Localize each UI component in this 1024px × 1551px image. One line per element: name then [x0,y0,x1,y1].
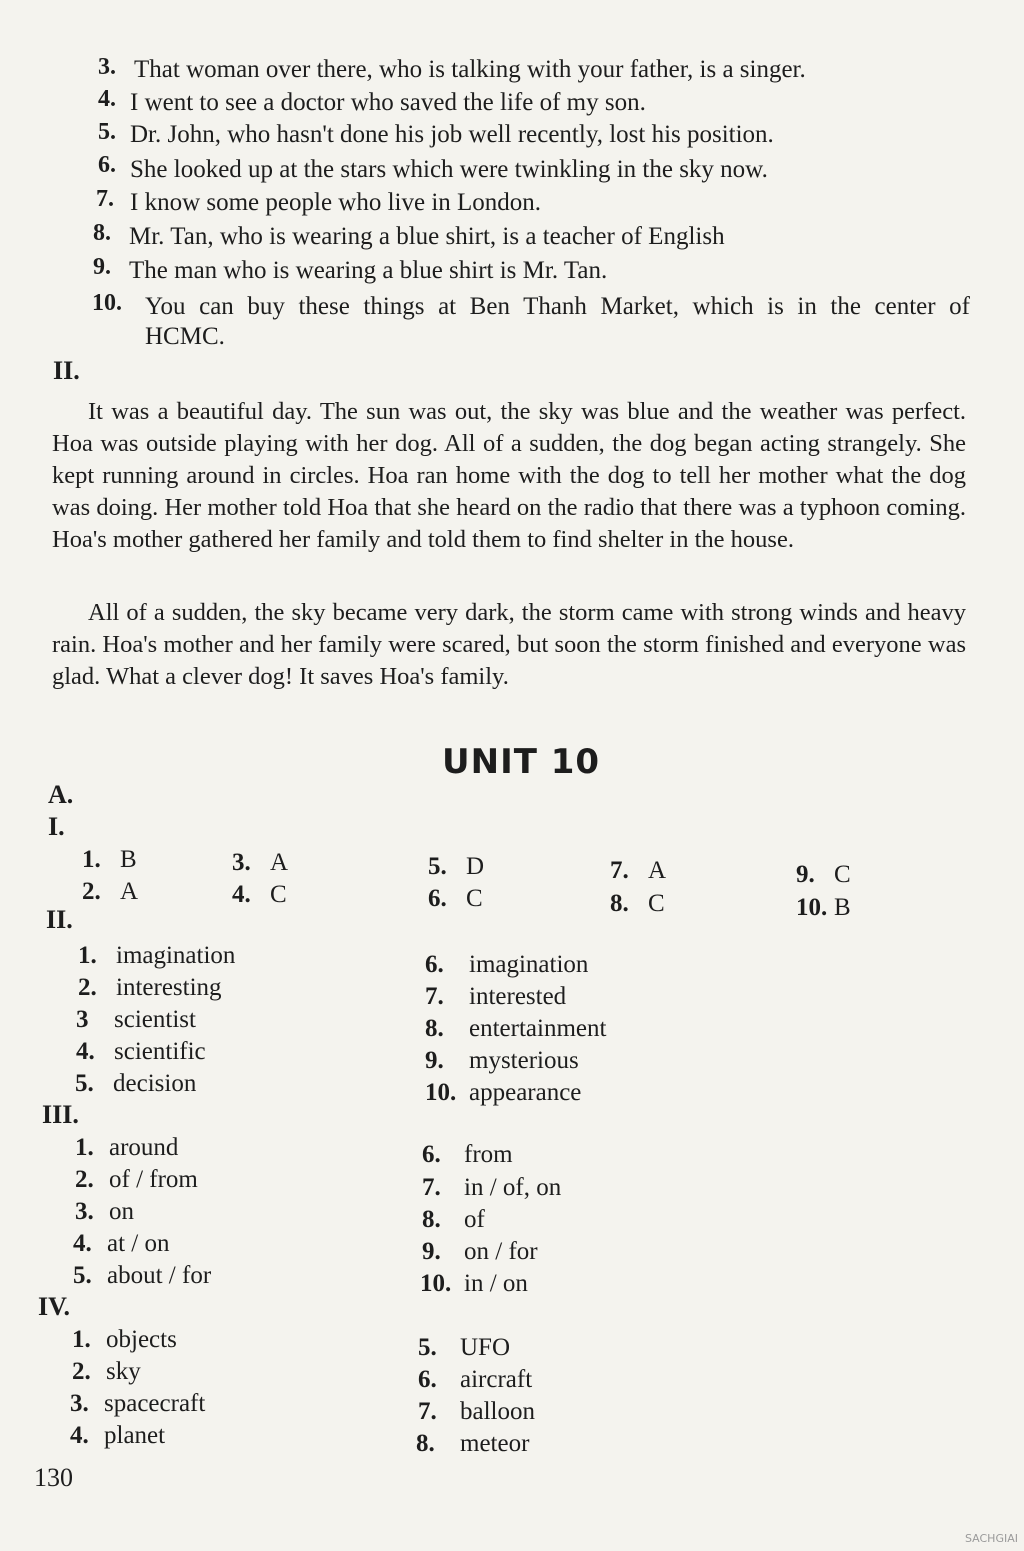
answer-value: C [466,885,483,912]
paragraph-text: It was a beautiful day. The sun was out, the sky was blue and the weather was perfect. Hoa was outside playing with her dog. All of a sudden, the dog began acting strangely. She kept running around in circles. Hoa ran home with the dog to tell her mother what the dog was doing. Her mother told Hoa that she heard on the radio that there was a typhoon coming. Hoa's mother gathered her family and told them to find shelter in the house. [52,398,966,553]
answer-value: A [648,857,667,884]
answer-number: 7. [422,1174,441,1201]
unit-title: UNIT 10 [442,742,601,782]
answer-item [428,852,484,882]
answer-value: from [464,1141,513,1168]
answer-item [75,1165,198,1195]
answer-item [70,1421,165,1451]
list-number: 9. [93,254,111,280]
answer-item [73,1229,170,1259]
answer-item [422,1205,485,1235]
watermark-text: SACHGIAI [964,1532,1018,1545]
answer-value: aircraft [460,1366,533,1393]
answer-item [796,860,851,890]
answer-value: spacecraft [104,1390,206,1417]
answer-number: 4. [70,1422,89,1449]
answer-value: B [120,846,137,873]
answer-item [75,1197,134,1227]
list-item-text: That woman over there, who is talking with your father, is a singer. [134,56,806,83]
list-number: 8. [93,220,111,246]
answer-number: 10. [796,894,828,921]
answer-item [428,884,483,914]
answer-number: 1. [82,846,101,873]
answer-item [78,973,222,1003]
answer-value: decision [113,1070,197,1097]
answer-value: B [834,894,851,921]
answer-item [422,1173,561,1203]
answer-number: 3. [232,849,251,876]
answer-value: at / on [107,1230,170,1257]
answer-number: 3 [76,1006,89,1033]
answer-value: C [834,861,851,888]
answer-number: 1. [78,942,97,969]
answer-number: 9. [796,861,815,888]
answer-value: D [466,853,485,880]
answer-item [76,1005,196,1035]
answer-number: 6. [425,951,444,978]
answer-number: 1. [75,1134,94,1161]
list-number: 10. [92,290,122,316]
answer-item [610,856,666,886]
answer-item [70,1389,205,1419]
answer-number: 7. [418,1398,437,1425]
answer-item [420,1269,528,1299]
answer-item [418,1365,532,1395]
list-item-text: Dr. John, who hasn't done his job well recently, lost his position. [130,121,774,148]
answer-number: 2. [78,974,97,1001]
answer-value: in / of, on [464,1174,562,1201]
answer-value: UFO [460,1334,511,1361]
answer-item [75,1133,178,1163]
answer-item [422,1140,513,1170]
answer-number: 2. [75,1166,94,1193]
answer-item [418,1333,510,1363]
answer-number: 2. [82,878,101,905]
answer-value: objects [106,1326,177,1353]
answer-item [76,1037,206,1067]
answer-value: A [270,849,289,876]
answer-item [425,1078,581,1108]
answer-item [82,845,137,875]
answer-number: 8. [416,1430,435,1457]
answer-number: 6. [422,1141,441,1168]
answer-value: balloon [460,1398,535,1425]
answer-item [72,1357,141,1387]
list-number: 6. [98,152,116,178]
answer-value: around [109,1134,179,1161]
answer-value: imagination [116,942,236,969]
answer-item [82,877,138,907]
answer-item [425,982,566,1012]
list-item-text: I went to see a doctor who saved the life of my son. [130,89,646,116]
answer-number: 4. [232,881,251,908]
answer-number: 5. [73,1262,92,1289]
answer-item [73,1261,211,1291]
answer-value: of / from [109,1166,198,1193]
answer-number: 4. [76,1038,95,1065]
answer-number: 6. [418,1366,437,1393]
answer-number: 4. [73,1230,92,1257]
answer-value: appearance [469,1079,582,1106]
answer-value: imagination [469,951,589,978]
answer-value: C [648,890,665,917]
answer-item [72,1325,177,1355]
answer-item [232,848,288,878]
list-number: 5. [98,119,116,145]
answer-value: A [120,878,139,905]
answer-number: 1. [72,1326,91,1353]
section-label: III. [42,1100,79,1129]
list-number: 4. [98,86,116,112]
answer-value: C [270,881,287,908]
list-item-text: You can buy these things at Ben Thanh Market, which is in the center of [145,293,970,320]
answer-value: on [109,1198,134,1225]
answer-value: entertainment [469,1015,607,1042]
answer-number: 6. [428,885,447,912]
answer-number: 8. [422,1206,441,1233]
answer-number: 8. [610,890,629,917]
list-number: 3. [98,54,116,80]
answer-value: mysterious [469,1047,579,1074]
answer-value: interested [469,983,567,1010]
paragraph [52,396,966,556]
answer-number: 10. [425,1079,457,1106]
answer-item [418,1397,535,1427]
answer-number: 3. [75,1198,94,1225]
section-label: II. [46,905,73,934]
answer-value: interesting [116,974,222,1001]
list-item-text: I know some people who live in London. [130,189,542,216]
answer-value: planet [104,1422,166,1449]
answer-value: in / on [464,1270,528,1297]
answer-number: 3. [70,1390,89,1417]
page-number: 130 [34,1463,73,1492]
answer-number: 7. [610,857,629,884]
answer-item [416,1429,529,1459]
answer-value: of [464,1206,485,1233]
part-label: A. [48,780,74,809]
answer-value: scientist [114,1006,196,1033]
list-number: 7. [96,186,114,212]
list-item-text: The man who is wearing a blue shirt is Mr. Tan. [129,257,608,284]
answer-item [75,1069,196,1099]
paragraph [52,597,966,693]
answer-number: 5. [75,1070,94,1097]
paragraph-text: All of a sudden, the sky became very dark, the storm came with strong winds and heavy rain. Hoa's mother and her family were scared, but soon the storm finished and everyone was glad. What a clever dog! It saves Hoa's family. [52,599,966,690]
list-item-text: Mr. Tan, who is wearing a blue shirt, is a teacher of English [129,223,725,250]
answer-number: 5. [428,853,447,880]
answer-value: on / for [464,1238,538,1265]
answer-number: 8. [425,1015,444,1042]
answer-item [425,1046,579,1076]
answer-number: 7. [425,983,444,1010]
answer-item [425,1014,606,1044]
answer-item [232,880,287,910]
answer-number: 10. [420,1270,452,1297]
answer-number: 9. [422,1238,441,1265]
list-item-text-continued: HCMC. [145,323,225,350]
section-label: II. [53,356,80,385]
answer-number: 9. [425,1047,444,1074]
answer-item [425,950,588,980]
list-item-text: She looked up at the stars which were twinkling in the sky now. [130,156,768,183]
answer-value: scientific [114,1038,206,1065]
answer-value: sky [106,1358,141,1385]
section-label: IV. [38,1292,71,1321]
answer-number: 2. [72,1358,91,1385]
answer-item [422,1237,538,1267]
section-label: I. [48,812,65,841]
answer-item [610,889,665,919]
answer-item [796,893,851,923]
answer-item [78,941,235,971]
answer-value: about / for [107,1262,212,1289]
answer-number: 5. [418,1334,437,1361]
answer-value: meteor [460,1430,530,1457]
watermark-logo [965,1532,1018,1545]
